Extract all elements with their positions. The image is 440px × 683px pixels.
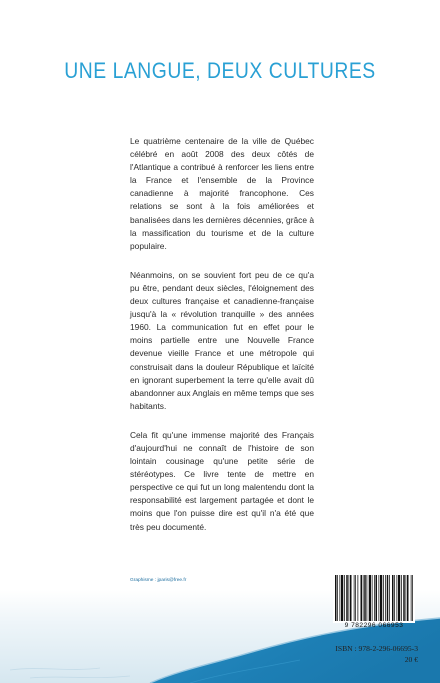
- paragraph-3: Cela fit qu'une immense majorité des Français d'aujourd'hui ne connaît de l'histoire de son lointain cousinage qu'une petite série de stéréotypes. Ce livre tente de mettre en perspective ce qui fut un long malentendu dont la responsabilité est largement partagée et dont le moins que l'on puisse dire est qu'il n'a été que très peu documenté.: [130, 429, 314, 532]
- barcode-bar: [403, 575, 405, 621]
- paragraph-1: Le quatrième centenaire de la ville de Québec célébré en août 2008 des deux côtés de l'Atlantique a contribué à renforcer les liens entre la France et l'ensemble de la Province canadienne à majorité francophone. Ces relations se sont à la fois améliorées et banalisées dans les dernières décennies, grâce à la massification du tourisme et de la culture populaire.: [130, 136, 314, 251]
- barcode-bar: [358, 575, 359, 621]
- barcode-bar: [406, 575, 407, 621]
- barcode-bar: [397, 575, 398, 621]
- barcode-bar: [335, 575, 337, 621]
- barcode-bar: [392, 575, 394, 621]
- barcode-digits: 9 782296 066953: [344, 622, 404, 629]
- barcode-bar: [344, 575, 345, 621]
- barcode-bar: [337, 575, 338, 621]
- barcode-bar: [372, 575, 373, 621]
- paragraph-2: Néanmoins, on se souvient fort peu de ce qu'a pu être, pendant deux siècles, l'éloignement des deux cultures française et canadienne-française jusqu'à la « révolution tranquille » des années 1960. La communication fut en effet pour le moins partielle entre une Nouvelle France devenue vieille France et une métropole qui construisait dans la douleur République et laïcité en ignorant superbement la terre qu'elle avait dû abandonner aux Anglais en même temps que ses habitants.: [130, 269, 314, 411]
- barcode-bar: [355, 575, 356, 621]
- barcode-bar: [374, 575, 375, 621]
- barcode-bars: [333, 574, 415, 623]
- barcode-bar: [363, 575, 364, 621]
- barcode-bar: [411, 575, 412, 621]
- barcode-bar: [349, 575, 350, 621]
- barcode-bar: [369, 575, 371, 621]
- barcode-bar: [379, 575, 380, 621]
- barcode-bar: [383, 575, 384, 621]
- isbn: ISBN : 978-2-296-06695-3: [335, 644, 418, 653]
- price: 20 €: [404, 655, 418, 664]
- barcode-bar: [407, 575, 409, 621]
- barcode-bar: [364, 575, 366, 621]
- barcode-bar: [389, 575, 390, 621]
- barcode-bar: [412, 575, 413, 621]
- barcode-bar: [385, 575, 386, 621]
- barcode-bar: [350, 575, 352, 621]
- barcode-bar: [340, 575, 341, 621]
- barcode-bar: [387, 575, 389, 621]
- design-credit: Graphisme : jparis@free.fr: [130, 578, 187, 583]
- barcode-bar: [380, 575, 382, 621]
- book-title: UNE LANGUE, DEUX CULTURES: [64, 58, 376, 83]
- barcode: [333, 574, 415, 623]
- barcode-bar: [376, 575, 378, 621]
- barcode-bar: [401, 575, 402, 621]
- barcode-bar: [398, 575, 400, 621]
- barcode-bar: [361, 575, 363, 621]
- back-cover-text: [130, 135, 314, 550]
- barcode-bar: [394, 575, 395, 621]
- barcode-bar: [354, 575, 355, 621]
- barcode-bar: [346, 575, 348, 621]
- barcode-bar: [367, 575, 368, 621]
- barcode-bar: [341, 575, 343, 621]
